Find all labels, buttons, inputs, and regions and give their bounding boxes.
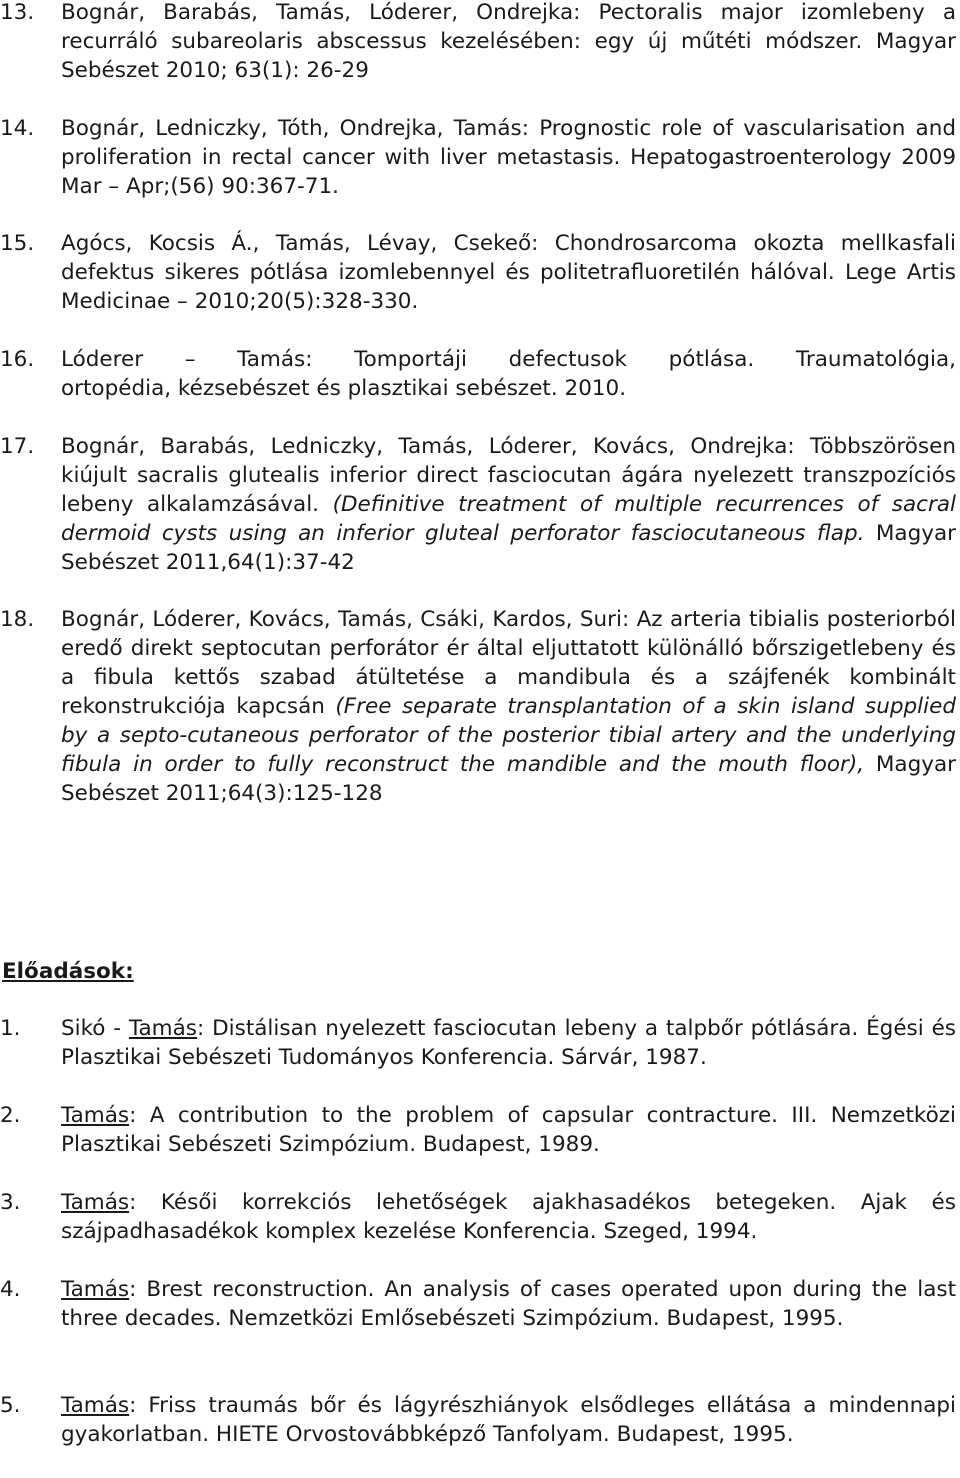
presentation-text xyxy=(61,1275,956,1333)
presentation-text xyxy=(61,1391,956,1449)
coauthor: Sikó - xyxy=(61,1016,129,1041)
presentation-title: : Késői korrekciós lehetőségek ajakhasadékos betegeken. Ajak és szájpadhasadékok komplex kezelése Konferencia. Szeged, 1994. xyxy=(61,1190,956,1244)
publication-text: Bognár, Barabás, Tamás, Lóderer, Ondrejka: Pectoralis major izomlebeny a recurráló subareolaris abscessus kezelésében: egy új műtéti módszer. Magyar Sebészet 2010; 63(1): 26-29 xyxy=(61,0,956,83)
item-number: 1. xyxy=(0,1016,21,1041)
author-name: Tamás xyxy=(128,1016,197,1041)
publication-13 xyxy=(0,0,956,85)
presentation-2 xyxy=(0,1101,956,1159)
author-name: Tamás xyxy=(61,1393,130,1418)
item-number: 5. xyxy=(0,1393,21,1418)
item-number: 4. xyxy=(0,1277,21,1302)
publication-15 xyxy=(0,229,956,316)
publication-16 xyxy=(0,345,956,403)
presentation-5 xyxy=(0,1391,956,1449)
presentation-text xyxy=(61,1188,956,1246)
presentation-text xyxy=(61,1101,956,1159)
presentation-title: : Friss traumás bőr és lágyrészhiányok elsődleges ellátása a mindennapi gyakorlatban. HIETE Orvostovábbképző Tanfolyam. Budapest, 1995. xyxy=(61,1393,956,1447)
item-number: 16. xyxy=(0,347,35,372)
publication-text xyxy=(61,605,956,808)
publication-line: Lóderer – Tamás: Tomportáji defectusok pótlása. Traumatológia, xyxy=(61,347,956,372)
journal-citation: Magyar Sebészet 2011;64(3):125-128 xyxy=(61,752,956,806)
item-number: 15. xyxy=(0,231,35,256)
english-title: (Definitive treatment of multiple recurrences of sacral dermoid cysts using an inferior gluteal perforator fasciocutaneous flap. xyxy=(61,492,956,546)
english-title: (Free separate transplantation of a skin island supplied by a septo-cutaneous perforator of the posterior tibial artery and the underlying fibula in order to fully reconstruct the mandible and the mouth floor), xyxy=(61,694,956,777)
publication-text: Bognár, Ledniczky, Tóth, Ondrejka, Tamás: Prognostic role of vascularisation and proliferation in rectal cancer with liver metastasis. Hepatogastroenterology 2009 Mar – Apr;(56) 90:367-71. xyxy=(61,116,956,199)
presentation-text xyxy=(61,1014,956,1072)
item-number: 13. xyxy=(0,0,35,25)
publication-text xyxy=(61,345,956,403)
presentation-title: : Distálisan nyelezett fasciocutan lebeny a talpbőr pótlására. Égési és Plasztikai Sebészeti Tudományos Konferencia. Sárvár, 1987. xyxy=(61,1016,956,1070)
item-number: 2. xyxy=(0,1103,21,1128)
presentation-3 xyxy=(0,1188,956,1246)
publication-14 xyxy=(0,114,956,201)
publication-18 xyxy=(0,605,956,808)
publication-text xyxy=(61,432,956,577)
hungarian-title: Bognár, Lóderer, Kovács, Tamás, Csáki, Kardos, Suri: Az arteria tibialis posteriorból eredő direkt septocutan perforátor ér által eljuttatott különálló bőrszigetlebeny és a fibula kettős szabad átültetése a mandibula és a szájfenék kombinált rekonstrukciója kapcsán xyxy=(61,607,956,719)
item-number: 18. xyxy=(0,607,35,632)
item-number: 17. xyxy=(0,434,35,459)
item-number: 3. xyxy=(0,1190,21,1215)
author-name: Tamás xyxy=(61,1103,130,1128)
author-name: Tamás xyxy=(61,1277,130,1302)
presentation-title: : Brest reconstruction. An analysis of cases operated upon during the last three decades. Nemzetközi Emlősebészeti Szimpózium. Budapest, 1995. xyxy=(61,1277,956,1331)
item-number: 14. xyxy=(0,116,35,141)
publication-text: Agócs, Kocsis Á., Tamás, Lévay, Csekeő: Chondrosarcoma okozta mellkasfali defektus sikeres pótlása izomlebennyel és politetrafluoretilén hálóval. Lege Artis Medicinae – 2010;20(5):328-330. xyxy=(61,231,956,314)
author-name: Tamás xyxy=(61,1190,130,1215)
hungarian-title: Bognár, Barabás, Ledniczky, Tamás, Lóderer, Kovács, Ondrejka: Többszörösen kiújult sacralis glutealis inferior direct fasciocutan ágára nyelezett transzpozíciós lebeny alkalamzásával. xyxy=(61,434,956,517)
presentations-heading: Előadások: xyxy=(2,959,134,984)
presentation-title: : A contribution to the problem of capsular contracture. III. Nemzetközi Plasztikai Sebészeti Szimpózium. Budapest, 1989. xyxy=(61,1103,956,1157)
presentation-1 xyxy=(0,1014,956,1072)
journal-citation: Magyar Sebészet 2011,64(1):37-42 xyxy=(61,521,956,575)
publication-17 xyxy=(0,432,956,577)
presentation-4 xyxy=(0,1275,956,1333)
publication-line: ortopédia, kézsebészet és plasztikai sebészet. 2010. xyxy=(61,376,627,401)
